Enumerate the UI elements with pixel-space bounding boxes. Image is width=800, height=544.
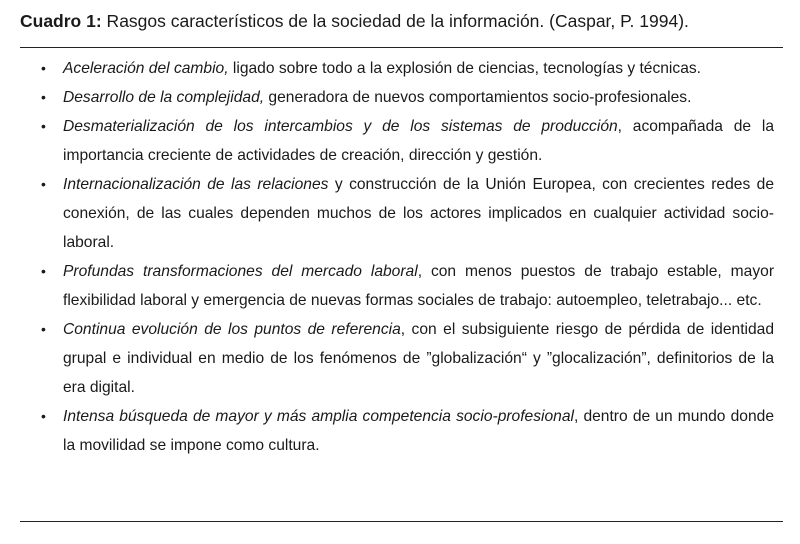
bullet-icon: • (41, 118, 46, 134)
bullet-icon: • (41, 176, 46, 192)
list-item (41, 257, 775, 315)
item-emphasis: Aceleración del cambio, (63, 60, 229, 77)
bullet-icon: • (41, 263, 46, 279)
list-item (41, 83, 774, 112)
bottom-rule (20, 521, 783, 522)
item-emphasis: Profundas transformaciones del mercado laboral (63, 263, 418, 280)
list-item (41, 112, 774, 170)
bullet-icon: • (41, 89, 46, 105)
table-caption (20, 8, 790, 34)
item-text: generadora de nuevos comportamientos socio-profesionales. (264, 89, 692, 106)
item-text: , con el subsiguiente riesgo de pérdida de identidad grupal e individual en medio de los fenómenos de ”globalización“ y ”glocalización”, definitorios de la era digital. (63, 321, 775, 396)
list-item (41, 402, 774, 460)
item-text: ligado sobre todo a la explosión de ciencias, tecnologías y técnicas. (228, 60, 701, 77)
item-text: y construcción de la Unión Europea, con crecientes redes de conexión, de las cuales dependen muchos de los actores implicados en cualquier actividad socio-laboral. (63, 176, 774, 251)
bullet-icon: • (41, 408, 46, 424)
item-text: , acompañada de la importancia creciente de actividades de creación, dirección y gestión. (63, 118, 774, 164)
item-emphasis: Intensa búsqueda de mayor y más amplia competencia socio-profesional (63, 408, 574, 425)
caption-label: Cuadro 1: (20, 11, 102, 31)
list-item (41, 170, 774, 257)
caption-text: Rasgos característicos de la sociedad de la información. (Caspar, P. 1994). (101, 11, 689, 31)
item-emphasis: Desmaterialización de los intercambios y de los sistemas de producción (63, 118, 618, 135)
bullet-icon: • (41, 60, 46, 76)
traits-list (41, 54, 775, 460)
top-rule (20, 47, 783, 48)
list-item (41, 54, 774, 83)
list-item (41, 315, 775, 402)
item-emphasis: Continua evolución de los puntos de referencia (63, 321, 401, 338)
item-text: , con menos puestos de trabajo estable, mayor flexibilidad laboral y emergencia de nuevas formas sociales de trabajo: autoempleo, teletrabajo... etc. (63, 263, 775, 309)
item-text: , dentro de un mundo donde la movilidad se impone como cultura. (63, 408, 774, 454)
bullet-icon: • (41, 321, 46, 337)
item-emphasis: Desarrollo de la complejidad, (63, 89, 265, 106)
item-emphasis: Internacionalización de las relaciones (63, 176, 329, 193)
